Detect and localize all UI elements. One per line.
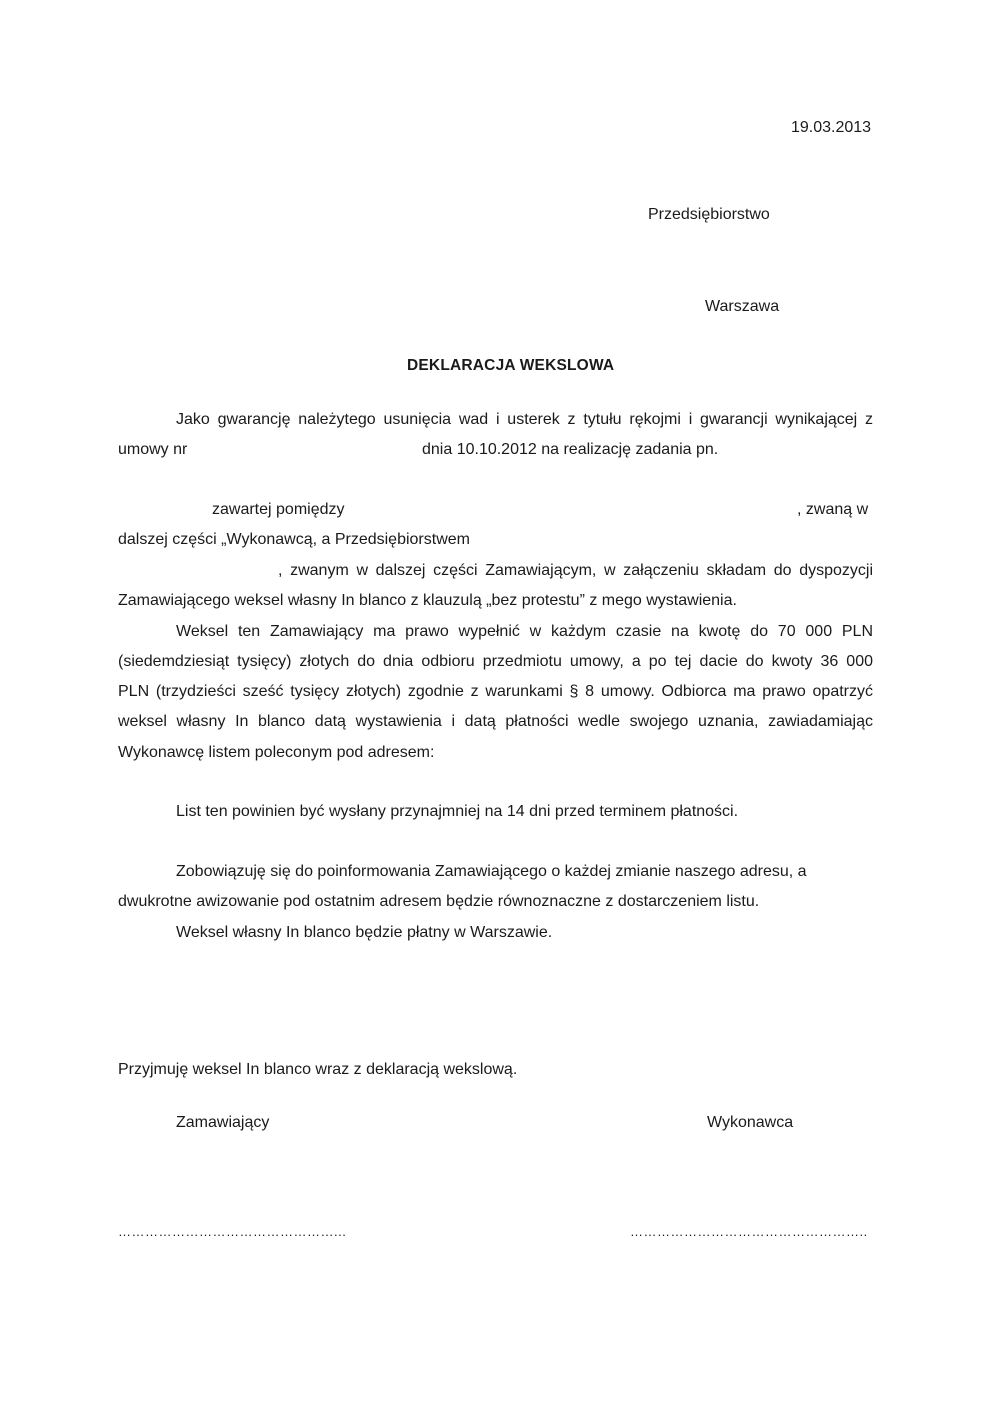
document-date: 19.03.2013 [791,119,872,136]
signature-line-contractor: …………………………………………….. [630,1224,868,1239]
recipient-city: Warszawa [705,298,780,315]
paragraph-1-contractor-term: , zwaną w [797,501,869,518]
paragraph-4-line-2: dwukrotne awizowanie pod ostatnim adresem będzie równoznaczne z dostarczeniem listu. [118,893,760,910]
paragraph-1-contract-number-label: umowy nr [118,441,188,458]
paragraph-4-line-1: Zobowiązuję się do poinformowania Zamawiającego o każdej zmianie naszego adresu, a [176,863,807,880]
paragraph-1-parties-label: zawartej pomiędzy [212,501,345,518]
recipient-name: Przedsiębiorstwo [648,206,770,223]
paragraph-1-line-6: , zwanym w dalszej części Zamawiającym, w załączeniu składam do dyspozycji [278,562,873,579]
signature-label-contractor: Wykonawca [707,1114,794,1131]
signature-line-ordering-party: …………………………………………... [118,1224,347,1239]
signature-label-ordering-party: Zamawiający [176,1114,270,1131]
document-title: DEKLARACJA WEKSLOWA [407,357,615,374]
paragraph-5: Weksel własny In blanco będzie płatny w Warszawie. [176,924,553,941]
paragraph-1-line-5: dalszej części „Wykonawcą, a Przedsiębiorstwem [118,531,470,548]
acceptance-statement: Przyjmuję weksel In blanco wraz z deklaracją wekslową. [118,1061,518,1078]
paragraph-1-line-1: Jako gwarancję należytego usunięcia wad i usterek z tytułu rękojmi i gwarancji wynikającej z [176,411,873,428]
paragraph-1-line-7: Zamawiającego weksel własny In blanco z klauzulą „bez protestu” z mego wystawienia. [118,592,737,609]
paragraph-1-contract-date: dnia 10.10.2012 na realizację zadania pn. [422,441,719,458]
paragraph-2-line-1: Weksel ten Zamawiający ma prawo wypełnić w każdym czasie na kwotę do 70 000 PLN [176,623,873,640]
paragraph-2-line-4: weksel własny In blanco datą wystawienia i datą płatności wedle swojego uznania, zawiadamiając [118,713,873,730]
paragraph-2-line-5: Wykonawcę listem poleconym pod adresem: [118,744,435,761]
paragraph-3: List ten powinien być wysłany przynajmniej na 14 dni przed terminem płatności. [176,803,739,820]
paragraph-2-line-2: (siedemdziesiąt tysięcy) złotych do dnia odbioru przedmiotu umowy, a po tej dacie do kwoty 36 000 [118,653,873,670]
paragraph-2-line-3: PLN (trzydzieści sześć tysięcy złotych) zgodnie z warunkami § 8 umowy. Odbiorca ma prawo opatrzyć [118,683,873,700]
